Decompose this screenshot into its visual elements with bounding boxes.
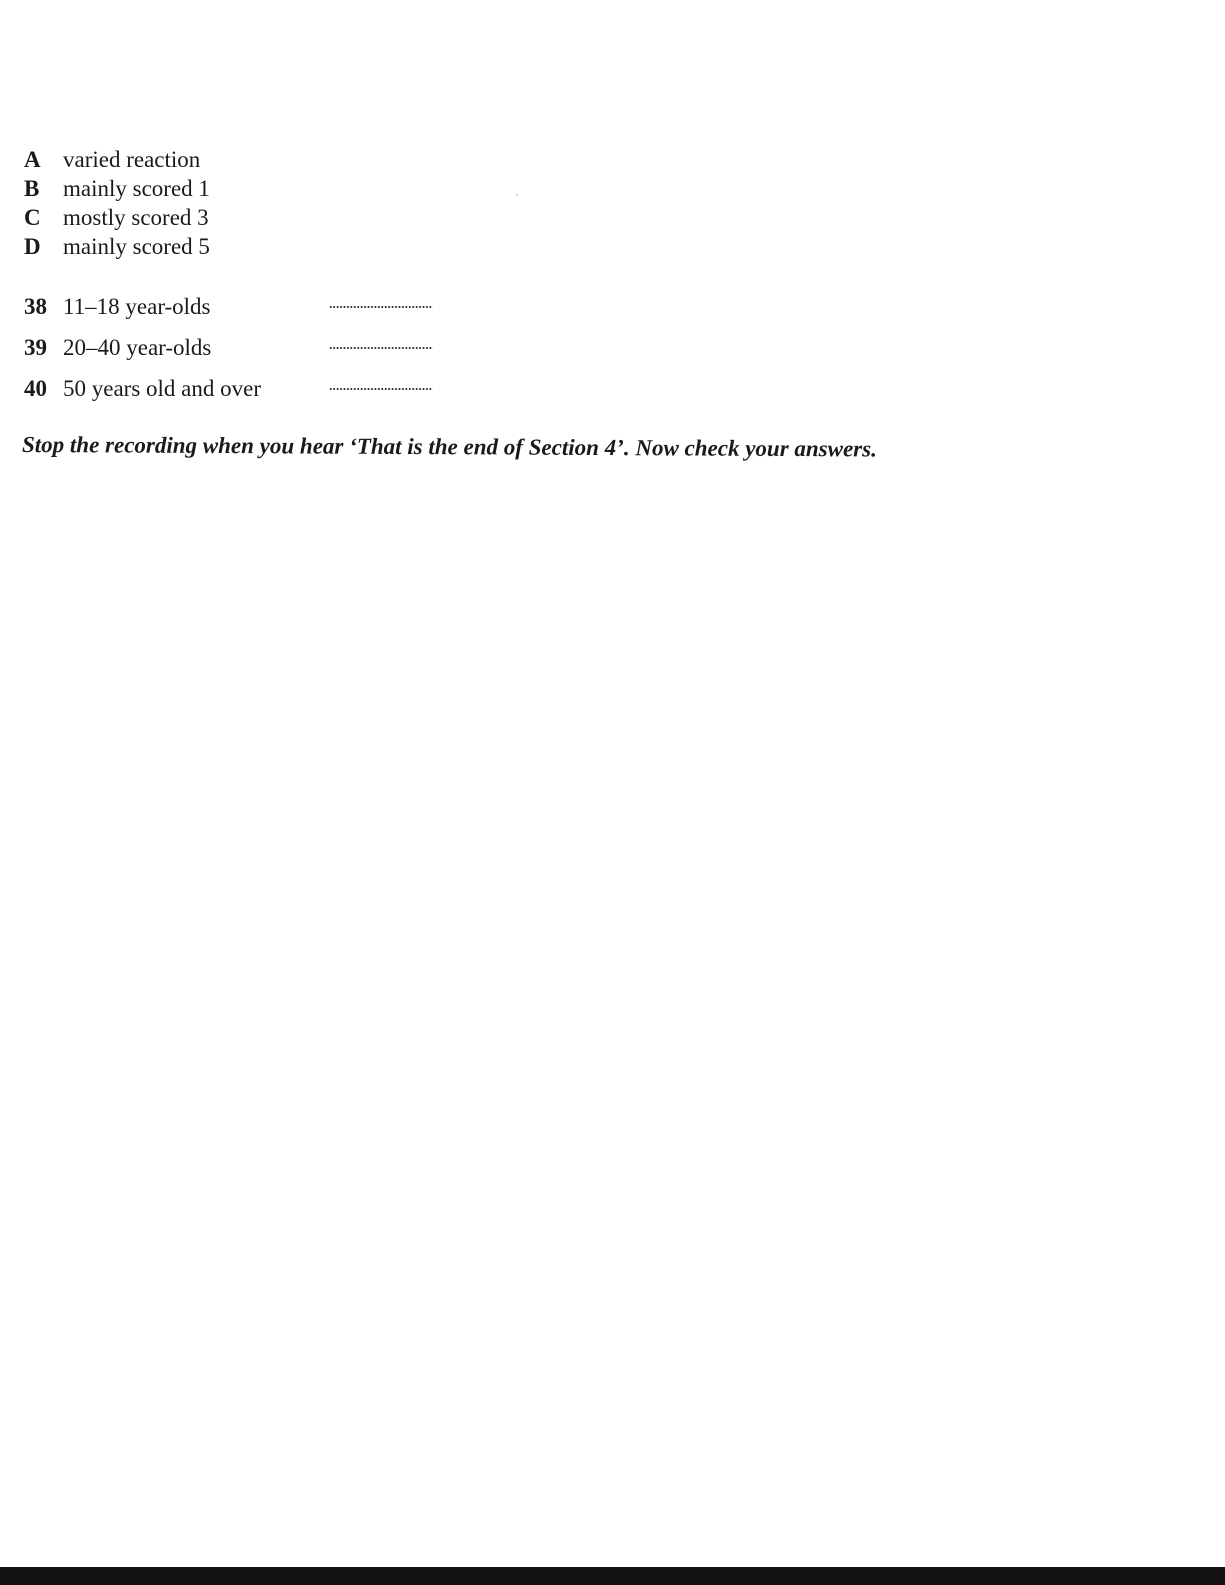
- question-item: [24, 292, 261, 333]
- question-number: 39: [24, 335, 47, 360]
- option-letter: A: [24, 147, 41, 172]
- option-letter: B: [24, 176, 40, 201]
- question-item: [24, 374, 261, 415]
- answer-blank[interactable]: [329, 387, 433, 391]
- option-item: [24, 145, 210, 174]
- scan-bottom-edge: [0, 1567, 1225, 1585]
- question-number: 38: [24, 294, 47, 319]
- option-item: [24, 232, 210, 261]
- answer-blank[interactable]: [329, 346, 433, 350]
- instruction-text: Stop the recording when you hear ‘That is the end of Section 4’. Now check your answers.: [21, 432, 877, 462]
- option-letter: C: [24, 205, 41, 230]
- option-text: mainly scored 5: [63, 234, 210, 259]
- answer-blank[interactable]: [329, 305, 433, 309]
- question-item: [24, 333, 261, 374]
- question-text: 20–40 year-olds: [63, 335, 212, 360]
- options-list: [24, 145, 210, 261]
- option-letter: D: [24, 234, 41, 259]
- option-text: varied reaction: [63, 147, 201, 172]
- option-text: mostly scored 3: [63, 205, 209, 230]
- option-item: [24, 174, 210, 203]
- option-item: [24, 203, 210, 232]
- question-number: 40: [24, 376, 47, 401]
- option-text: mainly scored 1: [63, 176, 210, 201]
- scan-speck: [516, 194, 518, 196]
- question-text: 11–18 year-olds: [63, 294, 211, 319]
- question-text: 50 years old and over: [63, 376, 261, 401]
- questions-list: [24, 292, 261, 415]
